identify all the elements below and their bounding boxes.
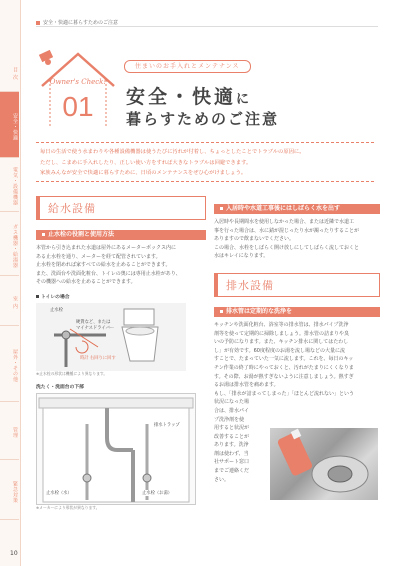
sink-illustration: [36, 393, 196, 505]
page-subtitle: 住まいのお手入れとメンテナンス: [124, 60, 251, 73]
sidebar-nav: [0, 0, 21, 566]
body-line: キッチンや洗面化粧台、浴室等の排水管は、排水パイプ洗浄: [214, 321, 349, 328]
body-line: 合は、排水パイ: [214, 407, 250, 414]
section-number: 01: [62, 91, 94, 122]
breadcrumb-text: 安全・快適に暮らすためのご注意: [43, 20, 119, 26]
body-line: もし、「排水が詰まってしまった」「ほとんど流れない」という: [214, 390, 355, 397]
sidebar-tab[interactable]: 電気・設備機器: [0, 158, 19, 212]
sink-caption-text: 洗たく・洗面台の下部: [36, 384, 84, 390]
intro-line: 毎日の生活で使う水まわりや各種設備機器は使うたびに汚れが付着し、ちょっとしたことでトラブルの原因に。: [40, 149, 305, 155]
drain-cleaning-photo: [270, 428, 378, 500]
body-line: 剤は使わず、当: [214, 450, 249, 457]
body-line: チン作業の終了時にやっておくと、汚れがたまりにくくなりま: [214, 364, 354, 371]
sink-cabinet-icon: [37, 394, 195, 504]
sidebar-tab[interactable]: 室 内: [0, 276, 19, 326]
sidebar-tab[interactable]: 管理: [0, 402, 19, 460]
body-line: るお湯は排水管を痛めます。: [214, 382, 279, 389]
intro-line: 家族みんなが安全で快適に暮らすために、日頃のメンテナンスをぜひ心がけましょう。: [40, 170, 247, 176]
sidebar-tab[interactable]: ガス機器・給湯器: [0, 212, 19, 276]
drain-trap-label: 排水トラップ: [154, 422, 180, 428]
water-supply-body: [36, 244, 206, 287]
intro-line: ただし、こまめに手入れしたり、正しい使い方をすれば大きなトラブルは回避できます。: [40, 159, 252, 166]
body-line: 本管から引き込まれた水道は屋外にあるメーターボックス内に: [36, 245, 176, 251]
body-line: プ洗浄剤を使: [214, 416, 245, 423]
body-line: 止水栓を閉めれば家すべての給水を止めることができます。: [36, 262, 171, 269]
toilet-illustration: [36, 303, 186, 371]
page-title-line1: [126, 82, 249, 109]
page-number: 10: [10, 550, 18, 557]
water-supply-section: [36, 196, 206, 511]
page-title-particle: に: [236, 92, 250, 107]
tool-label: マイナスドライバー: [76, 325, 115, 331]
sink-note: ※メーカーにより形状が異なります。: [36, 504, 100, 510]
body-line: ありますので飲まないでください。: [214, 236, 295, 243]
page-title-main: 安全・快適: [126, 86, 237, 108]
body-line: 用すると状況が: [214, 425, 250, 432]
body-line: さい。: [214, 476, 230, 483]
body-line: 入居時や長期間水を使用しなかった場合、または近隣で水道工: [214, 219, 355, 225]
body-line: し」が有効です。60度程度のお湯を流し場などの大量に流: [214, 347, 345, 354]
flush-water-subheader-text: 入居時や水道工事後にはしばらく水を出す: [226, 205, 341, 212]
stop-valve-label: 止水栓: [50, 307, 63, 313]
body-line: あります。洗浄: [214, 442, 249, 449]
body-line: 事を行った場合は、水に錆が混じったり水が濁ったりすることが: [214, 227, 360, 234]
breadcrumb: [36, 19, 118, 26]
stop-valve-subheader: [36, 230, 206, 240]
sidebar-tab[interactable]: 目 次: [0, 52, 19, 92]
house-icon: [34, 44, 122, 132]
sidebar-tab[interactable]: 緊急対策: [0, 460, 19, 520]
drainage-header: 排水設備: [214, 273, 380, 297]
body-line: 剤等を使って定期的に掃除しましょう。排水管の詰まりや臭: [214, 330, 350, 337]
body-line: ある止水栓を通り、メーターを経て配管されています。: [36, 253, 161, 260]
body-line: 社サポート窓口: [214, 459, 250, 466]
top-divider: [36, 26, 378, 27]
body-line: 状況になった場: [214, 399, 250, 406]
body-line: 改善することが: [214, 433, 250, 440]
close-direction-label: 時計 右回りに回す: [80, 355, 116, 361]
owners-check-text: Owner's Check!: [49, 78, 107, 86]
body-line: この場合、水栓をしばらく開け放しにしてしばらく流しておくと: [214, 244, 360, 251]
sidebar-tab[interactable]: 安全・快適: [0, 92, 19, 158]
body-line: その機器への給水を止めることができます。: [36, 279, 136, 286]
tool-note-label: 硬貨など、または: [76, 319, 111, 325]
breadcrumb-marker: [36, 21, 40, 25]
drain-cleaning-subheader-text: 排水管は定期的な洗浄を: [226, 307, 293, 315]
body-line: 水はキレイになります。: [214, 253, 269, 260]
cold-stop-valve-label: 止水栓（水）: [46, 490, 72, 496]
stop-valve-subheader-text: 止水栓の役割と使用方法: [48, 231, 115, 238]
hot-stop-valve-label: 止水栓（お湯）: [142, 490, 173, 496]
toilet-caption: [36, 293, 206, 300]
body-line: す。その際、お湯が熱すぎないように注意しましょう。熱すぎ: [214, 373, 354, 380]
body-line: また、洗面台や洗面化粧台、トイレの奥には専用止水栓があり、: [36, 270, 181, 277]
toilet-note: ※止水栓の形状は機種により異なります。: [36, 370, 108, 376]
toilet-caption-text: トイレの場合: [41, 294, 70, 300]
flush-water-body: [214, 218, 380, 261]
water-supply-header: 給水設備: [36, 196, 206, 220]
drain-cleaning-subheader: [214, 307, 380, 317]
sidebar-tab[interactable]: 屋外・その他: [0, 326, 19, 402]
body-line: いの予防になります。また、キッチン排水に関してはたわし: [214, 339, 349, 346]
sink-caption: [36, 383, 206, 390]
owners-check-badge: [34, 44, 122, 132]
body-line: すことで、たまっていた一気に流します。これを、毎日のキッ: [214, 356, 354, 363]
page-title-line2: 暮らすためのご注意: [126, 110, 280, 128]
body-line: までご連絡くだ: [214, 468, 250, 475]
flush-water-subheader: [214, 204, 380, 214]
intro-box: [36, 142, 374, 182]
drain-photo-icon: [270, 428, 378, 500]
